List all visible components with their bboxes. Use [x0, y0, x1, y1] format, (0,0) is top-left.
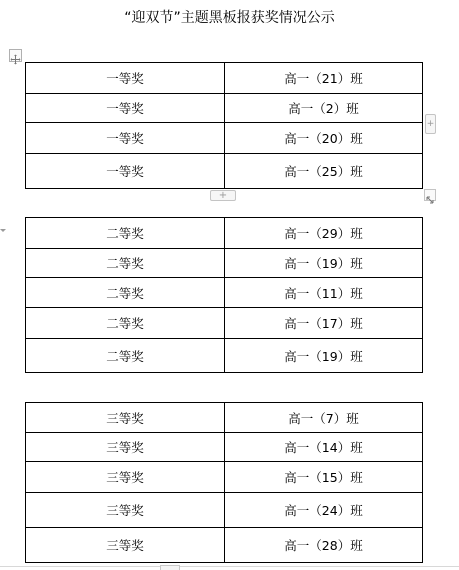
- class-cell[interactable]: 高一（28）班: [225, 528, 423, 563]
- table-resize-handle[interactable]: [424, 189, 436, 201]
- table-row: [26, 278, 423, 308]
- class-cell[interactable]: 高一（11）班: [225, 278, 423, 308]
- class-cell[interactable]: 高一（19）班: [225, 249, 423, 278]
- table-row: [26, 94, 423, 123]
- table-row: [26, 403, 423, 433]
- prize-cell[interactable]: 一等奖: [26, 94, 225, 123]
- prize-cell[interactable]: 一等奖: [26, 63, 225, 94]
- class-cell[interactable]: 高一（20）班: [225, 123, 423, 154]
- prize-cell[interactable]: 二等奖: [26, 278, 225, 308]
- resize-diagonal-icon: [425, 195, 435, 205]
- second-prize-table: [25, 217, 423, 373]
- prize-cell[interactable]: 二等奖: [26, 218, 225, 249]
- table-row: [26, 339, 423, 373]
- class-cell[interactable]: 高一（15）班: [225, 462, 423, 493]
- add-column-button[interactable]: [425, 114, 436, 134]
- add-row-button[interactable]: [210, 190, 236, 201]
- table-row: [26, 249, 423, 278]
- class-cell[interactable]: 高一（21）班: [225, 63, 423, 94]
- class-cell[interactable]: 高一（29）班: [225, 218, 423, 249]
- table-row: [26, 63, 423, 94]
- prize-cell[interactable]: 三等奖: [26, 403, 225, 433]
- move-cross-icon: [10, 54, 21, 65]
- class-cell[interactable]: 高一（17）班: [225, 308, 423, 339]
- page-bottom-divider: [0, 566, 459, 567]
- table-row: [26, 462, 423, 493]
- class-cell[interactable]: 高一（24）班: [225, 493, 423, 528]
- third-prize-table: [25, 402, 423, 563]
- table-row: [26, 308, 423, 339]
- first-prize-table: [25, 62, 423, 189]
- plus-icon: +: [426, 119, 435, 129]
- class-cell[interactable]: 高一（7）班: [225, 403, 423, 433]
- prize-cell[interactable]: 二等奖: [26, 339, 225, 373]
- class-cell[interactable]: 高一（2）班: [225, 94, 423, 123]
- class-cell[interactable]: 高一（19）班: [225, 339, 423, 373]
- page-bottom-tab: [160, 565, 180, 570]
- margin-marker: [0, 229, 6, 232]
- class-cell[interactable]: 高一（25）班: [225, 154, 423, 189]
- table-row: [26, 433, 423, 462]
- page-title: “迎双节”主题黑板报获奖情况公示: [124, 10, 335, 26]
- table-row: [26, 123, 423, 154]
- prize-cell[interactable]: 二等奖: [26, 308, 225, 339]
- table-row: [26, 218, 423, 249]
- plus-icon: +: [218, 190, 228, 201]
- table-move-handle[interactable]: [9, 49, 22, 62]
- prize-cell[interactable]: 三等奖: [26, 528, 225, 563]
- prize-cell[interactable]: 一等奖: [26, 154, 225, 189]
- table-row: [26, 154, 423, 189]
- prize-cell[interactable]: 三等奖: [26, 493, 225, 528]
- table-row: [26, 528, 423, 563]
- prize-cell[interactable]: 二等奖: [26, 249, 225, 278]
- table-row: [26, 493, 423, 528]
- prize-cell[interactable]: 三等奖: [26, 433, 225, 462]
- prize-cell[interactable]: 一等奖: [26, 123, 225, 154]
- prize-cell[interactable]: 三等奖: [26, 462, 225, 493]
- class-cell[interactable]: 高一（14）班: [225, 433, 423, 462]
